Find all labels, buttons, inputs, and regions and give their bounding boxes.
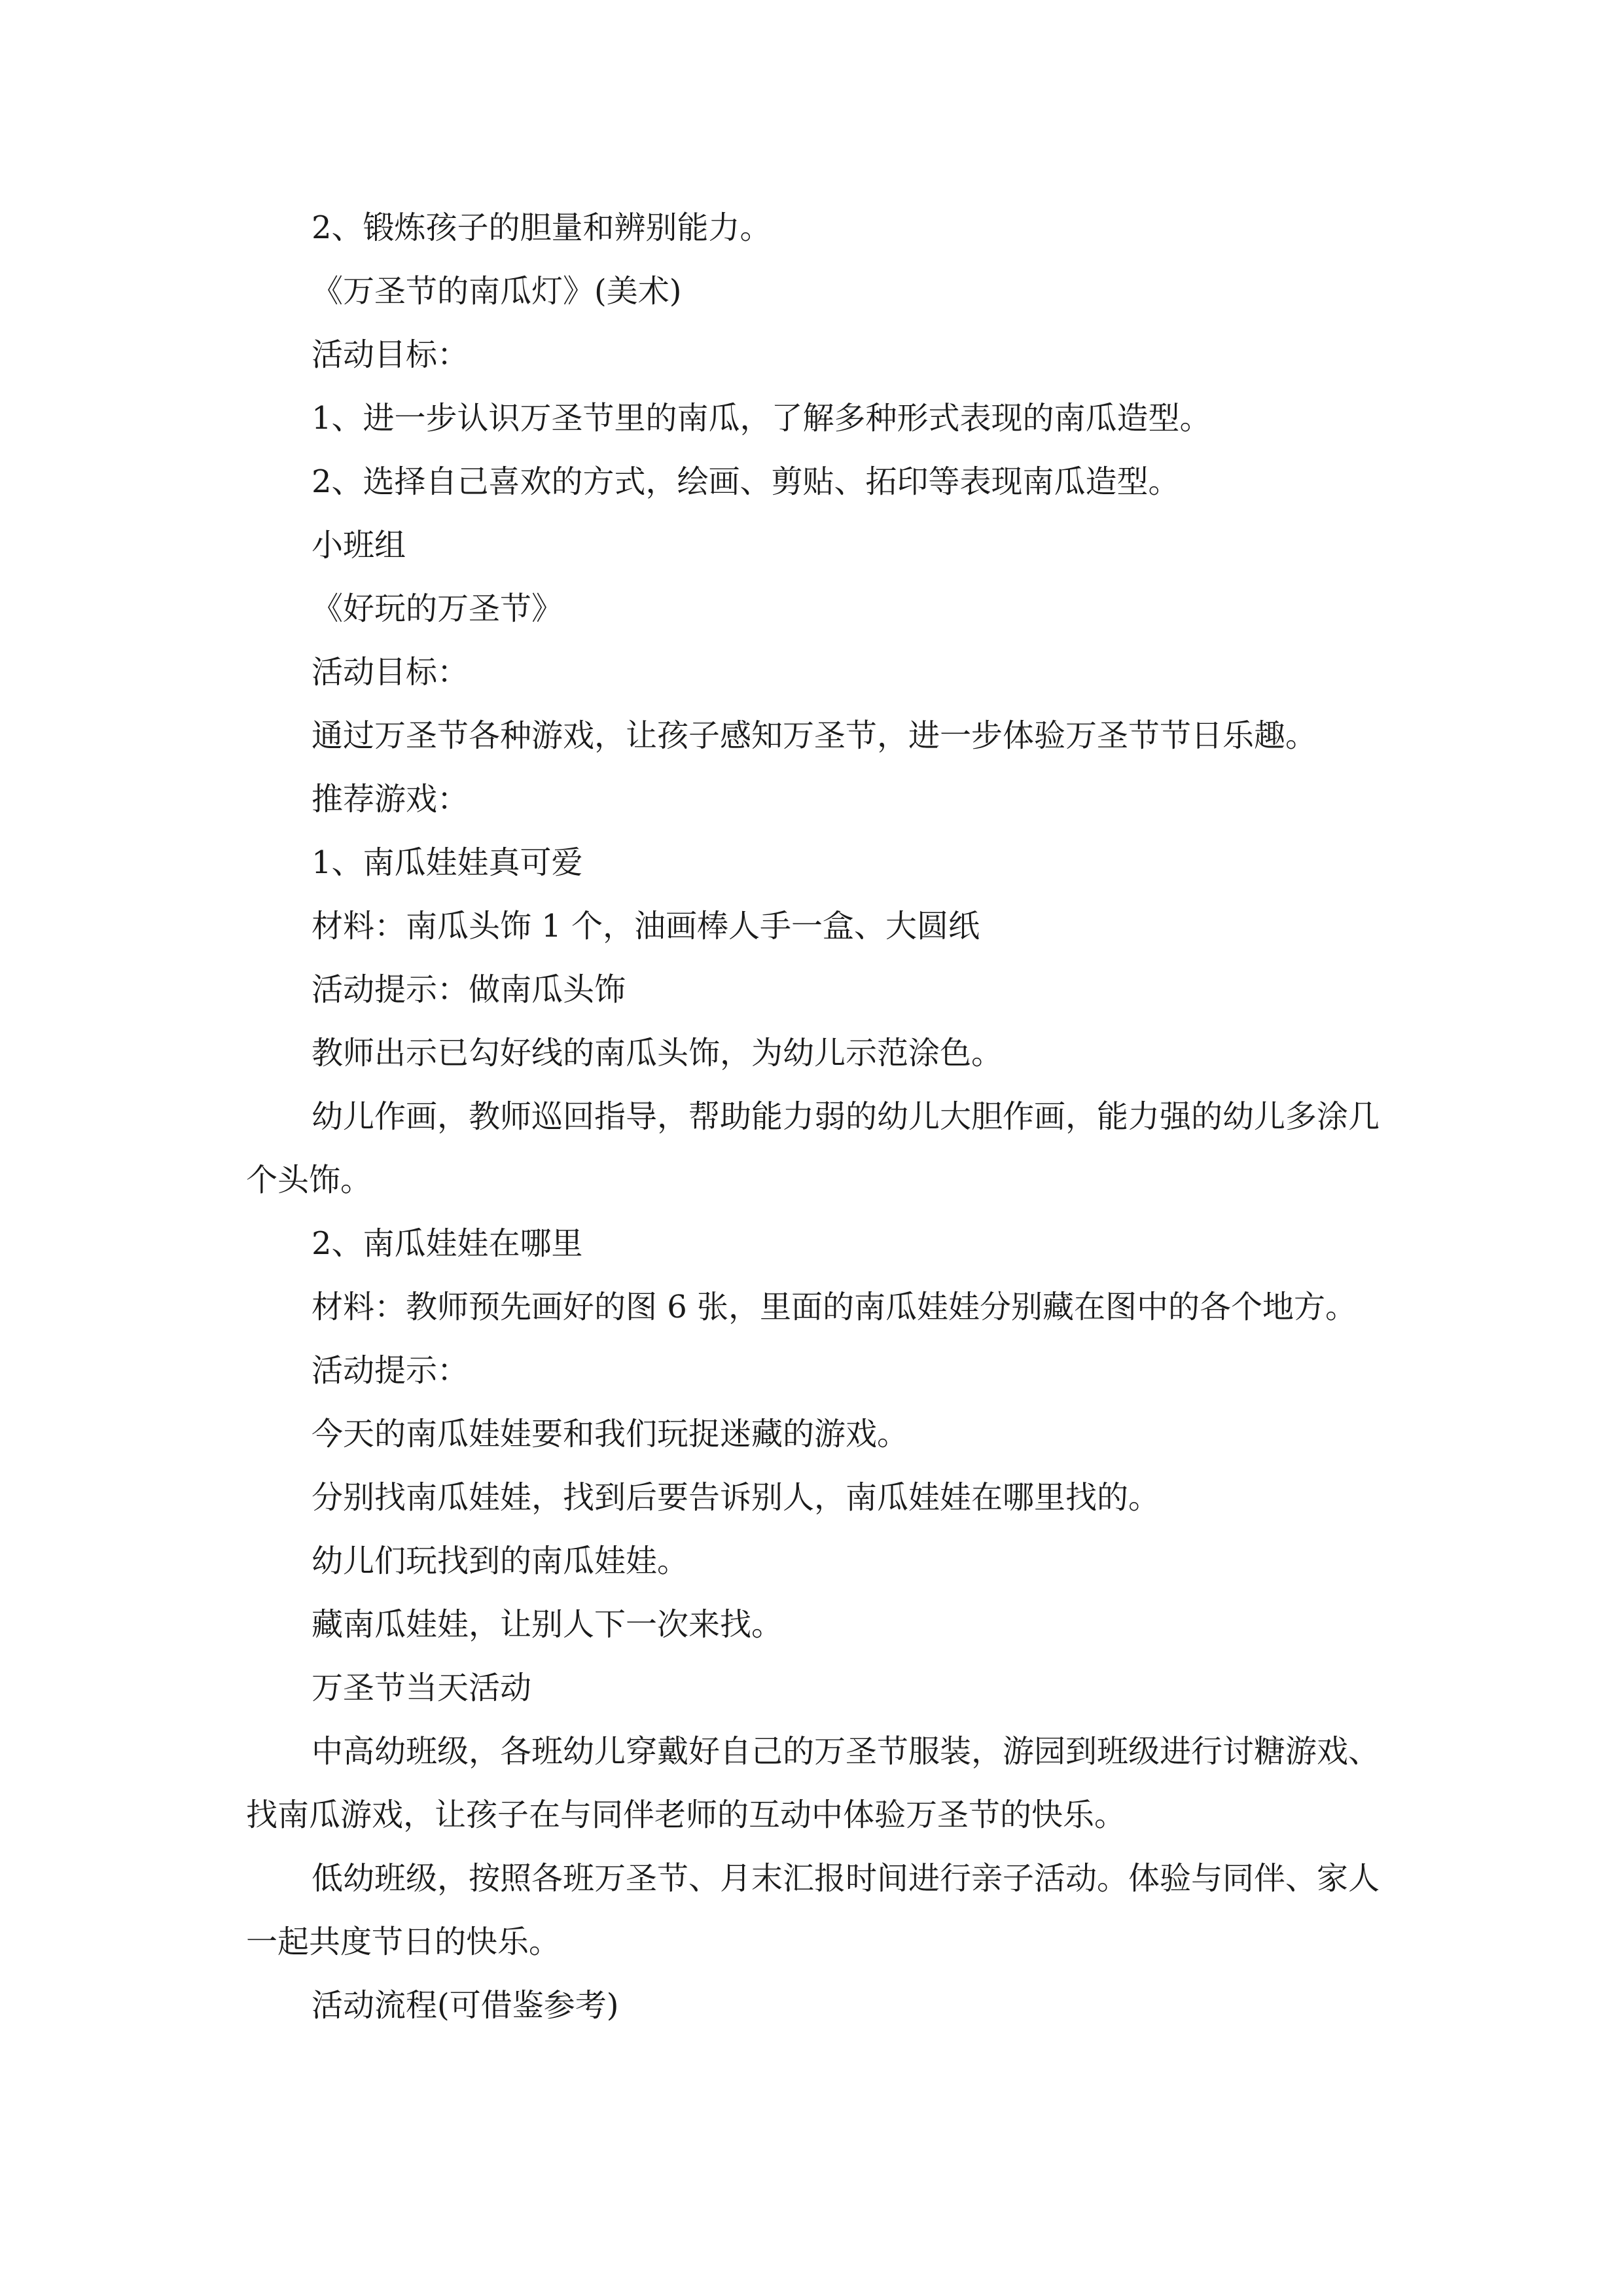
- paragraph: 幼儿们玩找到的南瓜娃娃。: [312, 1543, 689, 1579]
- paragraph: 活动提示：做南瓜头饰: [312, 971, 626, 1008]
- paragraph: 《万圣节的南瓜灯》(美术): [312, 273, 682, 310]
- paragraph: 低幼班级，按照各班万圣节、月末汇报时间进行亲子活动。体验与同伴、家人一起共度节日的快乐。: [246, 1860, 1380, 1960]
- paragraph: 材料：教师预先画好的图 6 张，里面的南瓜娃娃分别藏在图中的各个地方。: [312, 1289, 1357, 1325]
- paragraph: 《好玩的万圣节》: [312, 590, 563, 627]
- paragraph: 教师出示已勾好线的南瓜头饰，为幼儿示范涂色。: [312, 1035, 1003, 1071]
- paragraph: 活动目标：: [312, 336, 469, 373]
- paragraph: 藏南瓜娃娃，让别人下一次来找。: [312, 1606, 783, 1643]
- paragraph: 分别找南瓜娃娃，找到后要告诉别人，南瓜娃娃在哪里找的。: [312, 1479, 1160, 1516]
- paragraph: 幼儿作画，教师巡回指导，帮助能力弱的幼儿大胆作画，能力强的幼儿多涂几个头饰。: [246, 1098, 1380, 1198]
- paragraph: 通过万圣节各种游戏，让孩子感知万圣节，进一步体验万圣节节日乐趣。: [312, 717, 1317, 754]
- document-body: [246, 196, 1398, 2037]
- paragraph: 2、锻炼孩子的胆量和辨别能力。: [312, 209, 772, 246]
- paragraph: 推荐游戏：: [312, 781, 469, 817]
- paragraph: 1、南瓜娃娃真可爱: [312, 844, 583, 881]
- paragraph: 材料：南瓜头饰 1 个，油画棒人手一盒、大圆纸: [312, 908, 980, 944]
- paragraph: 活动提示：: [312, 1352, 469, 1389]
- paragraph: 活动目标：: [312, 654, 469, 691]
- section-heading: 小班组: [312, 527, 406, 564]
- paragraph: 活动流程(可借鉴参考): [312, 1987, 619, 2024]
- paragraph: 2、选择自己喜欢的方式，绘画、剪贴、拓印等表现南瓜造型。: [312, 463, 1180, 500]
- paragraph: 2、南瓜娃娃在哪里: [312, 1225, 583, 1262]
- section-heading: 万圣节当天活动: [312, 1670, 532, 1706]
- paragraph: 中高幼班级，各班幼儿穿戴好自己的万圣节服装，游园到班级进行讨糖游戏、找南瓜游戏，让孩子在与同伴老师的互动中体验万圣节的快乐。: [246, 1733, 1380, 1833]
- paragraph: 1、进一步认识万圣节里的南瓜，了解多种形式表现的南瓜造型。: [312, 400, 1211, 437]
- paragraph: 今天的南瓜娃娃要和我们玩捉迷藏的游戏。: [312, 1416, 909, 1452]
